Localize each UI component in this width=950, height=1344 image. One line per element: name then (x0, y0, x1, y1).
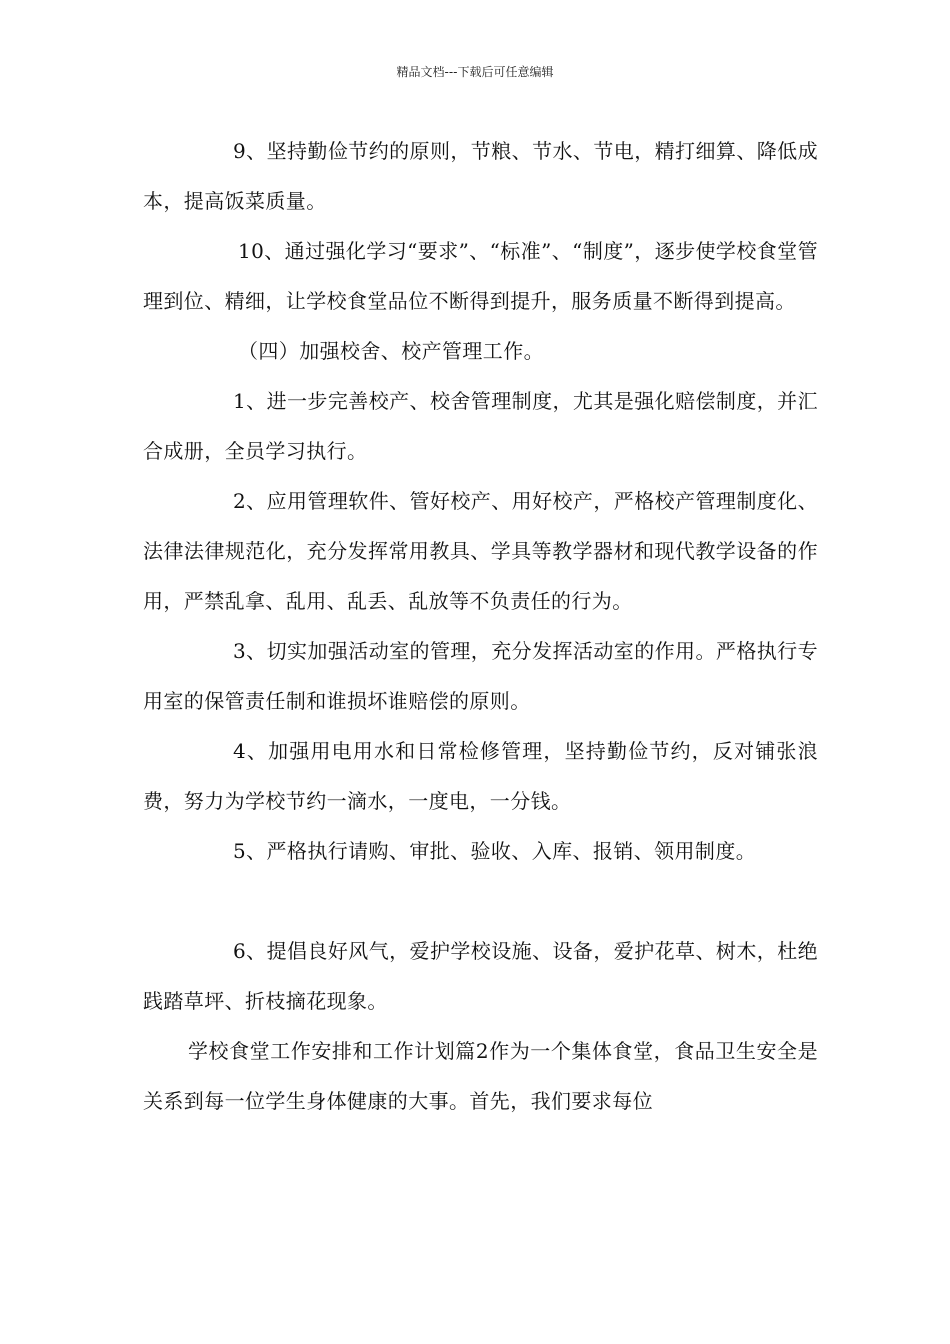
document-body (143, 126, 818, 1126)
paragraph-item-10: 10、通过强化学习“要求”、“标准”、“制度”，逐步使学校食堂管理到位、精细，让学校食堂品位不断得到提升，服务质量不断得到提高。 (143, 239, 818, 313)
paragraph-item-3: 3、切实加强活动室的管理，充分发挥活动室的作用。严格执行专用室的保管责任制和谁损坏谁赔偿的原则。 (143, 639, 818, 713)
section-heading-four: （四）加强校舍、校产管理工作。 (238, 339, 544, 363)
paragraph-item-5: 5、严格执行请购、审批、验收、入库、报销、领用制度。 (233, 839, 757, 863)
paragraph-item-4: 4、加强用电用水和日常检修管理，坚持勤俭节约，反对铺张浪费，努力为学校节约一滴水，一度电，一分钱。 (143, 739, 818, 813)
blank-gap (143, 876, 818, 926)
paragraph-item-9: 9、坚持勤俭节约的原则，节粮、节水、节电，精打细算、降低成本，提高饭菜质量。 (143, 139, 818, 213)
paragraph-item-6: 6、提倡良好风气，爱护学校设施、设备，爱护花草、树木，杜绝践踏草坪、折枝摘花现象。 (143, 939, 818, 1013)
page-header: 精品文档---下载后可任意编辑 (396, 65, 554, 79)
paragraph-next-section: 学校食堂工作安排和工作计划篇2作为一个集体食堂，食品卫生安全是关系到每一位学生身体健康的大事。首先，我们要求每位 (143, 1039, 818, 1113)
paragraph-item-2: 2、应用管理软件、管好校产、用好校产，严格校产管理制度化、法律法律规范化，充分发挥常用教具、学具等教学器材和现代教学设备的作用，严禁乱拿、乱用、乱丢、乱放等不负责任的行为。 (143, 489, 818, 613)
paragraph-item-1: 1、进一步完善校产、校舍管理制度，尤其是强化赔偿制度，并汇合成册，全员学习执行。 (143, 389, 818, 463)
